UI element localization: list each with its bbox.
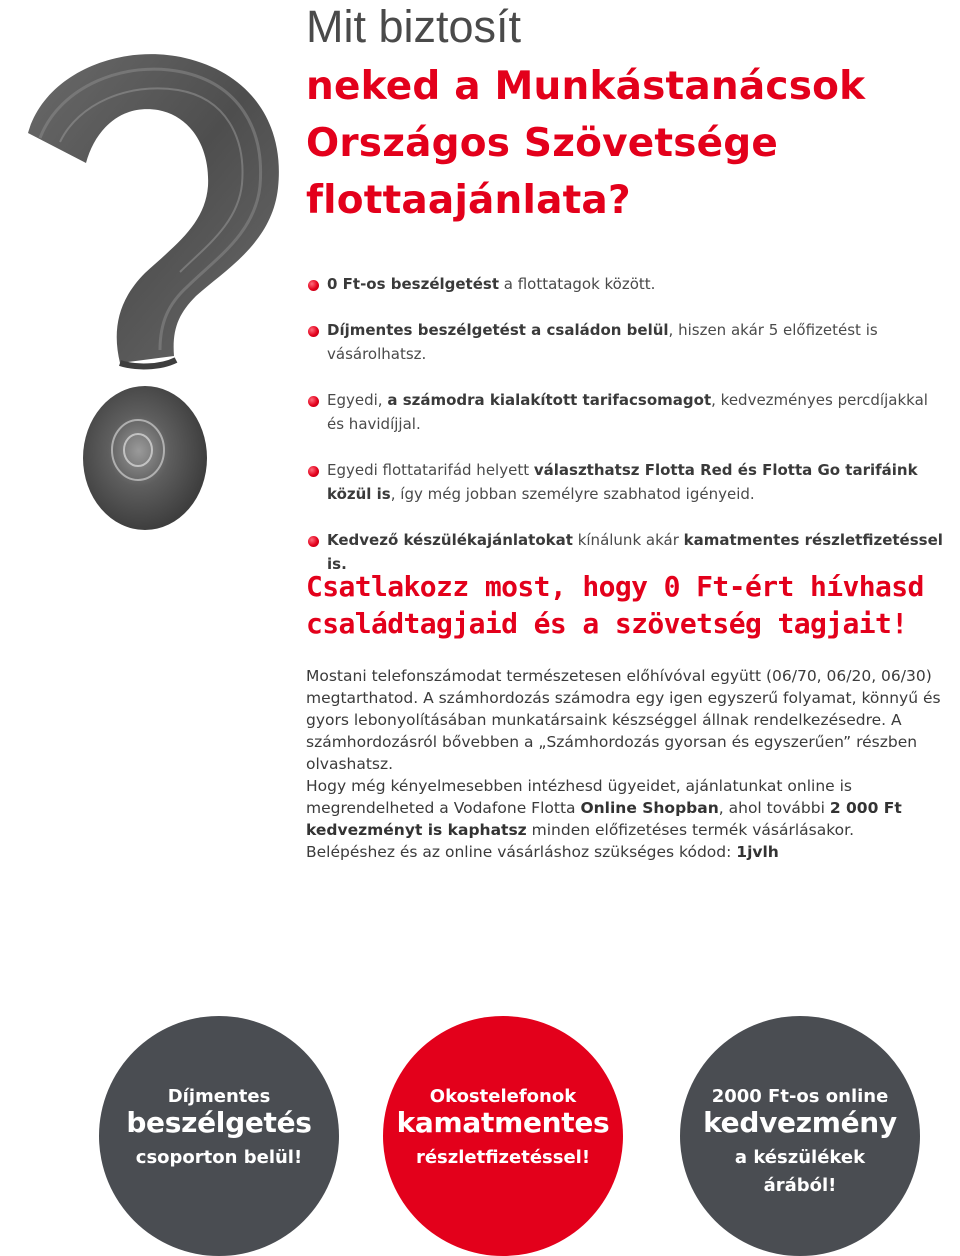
circle-bottom-text: a készülékek árából!: [734, 1147, 866, 1196]
text: , hiszen akár 5 előfizetést is vásárolhatsz.: [327, 321, 878, 363]
page-heading: [306, 0, 946, 229]
red-dot-bullet-icon: [308, 280, 319, 291]
benefit-circle-smartphones: [383, 1016, 623, 1256]
circle-top-text: Díjmentes: [167, 1086, 271, 1107]
bold-text: kamatmentes részletfizetéssel is.: [327, 531, 943, 573]
bold-text: a számodra kialakított tarifacsomagot: [387, 391, 712, 409]
circle-top-text: Okostelefonok: [429, 1086, 577, 1107]
number-porting-paragraph: Mostani telefonszámodat természetesen előhívóval együtt (06/70, 06/20, 06/30) megtarthatod. A számhordozás számodra egy igen egyszerű folyamat, könnyű és gyors lebonyolításában munkatársaink készséggel állnak rendelkezésedre. A számhordozásról bővebben a „Számhordozás gyorsan és egyszerűen” részben olvashatsz.: [306, 667, 941, 773]
text: kínálunk akár: [572, 531, 684, 549]
cta-line: Csatlakozz most, hogy 0 Ft-ért hívhasd: [306, 570, 924, 603]
bold-text: Díjmentes beszélgetést a családon belül: [327, 321, 669, 339]
circle-bottom-text: részletfizetéssel!: [415, 1147, 591, 1168]
bold-text: 1jvlh: [736, 843, 779, 861]
bold-text: választhatsz Flotta Red és Flotta Go tarifáink közül is: [327, 461, 918, 503]
benefit-list-item: [308, 318, 948, 366]
circle-big-text: kamatmentes: [396, 1106, 610, 1139]
bold-text: Online Shopban: [580, 799, 719, 817]
benefit-list-item: [308, 272, 948, 296]
red-dot-bullet-icon: [308, 396, 319, 407]
text: Egyedi flottatarifád helyett: [327, 461, 534, 479]
bold-text: 2 000 Ft kedvezményt is kaphatsz: [306, 799, 902, 839]
circle-big-text: kedvezmény: [703, 1106, 897, 1139]
benefit-list-item: [308, 458, 948, 506]
red-dot-bullet-icon: [308, 536, 319, 547]
heading-title-line: Országos Szövetsége: [306, 121, 779, 166]
bold-text: Kedvező készülékajánlatokat: [327, 531, 573, 549]
heading-title-line: neked a Munkástanácsok: [306, 64, 866, 109]
text: Egyedi,: [327, 391, 388, 409]
text: , így még jobban személyre szabhatod igényeid.: [390, 485, 755, 503]
text: , ahol további: [718, 799, 830, 817]
benefit-circle-free-calls: [99, 1016, 339, 1256]
heading-intro: Mit biztosít: [306, 1, 522, 52]
text: a flottatagok között.: [499, 275, 656, 293]
benefit-list: [308, 272, 948, 598]
question-mark-brush-icon: [0, 38, 300, 558]
question-mark-dot: [83, 386, 207, 530]
text: Hogy még kényelmesebben intézhesd ügyeidet, ajánlatunkat online is megrendelheted a Vodafone Flotta: [306, 777, 853, 817]
text: minden előfizetéses termék vásárlásakor. Belépéshez és az online vásárláshoz szükséges kódod:: [306, 821, 855, 861]
online-shop-paragraph: [306, 775, 946, 863]
bold-text: 0 Ft-os beszélgetést: [327, 275, 499, 293]
text: , kedvezményes percdíjakkal és havidíjjal.: [327, 391, 928, 433]
cta-line: családtagjaid és a szövetség tagjait!: [306, 607, 908, 640]
red-dot-bullet-icon: [308, 466, 319, 477]
heading-title: [306, 58, 946, 229]
benefit-circle-online-discount: [680, 1016, 920, 1256]
red-dot-bullet-icon: [308, 326, 319, 337]
heading-title-line: flottaajánlata?: [306, 178, 631, 223]
circle-big-text: beszélgetés: [126, 1106, 312, 1139]
circle-top-text: 2000 Ft-os online: [711, 1086, 889, 1107]
benefit-list-item: [308, 388, 948, 436]
circle-bottom-text: csoporton belül!: [135, 1147, 303, 1168]
call-to-action: [306, 568, 946, 642]
